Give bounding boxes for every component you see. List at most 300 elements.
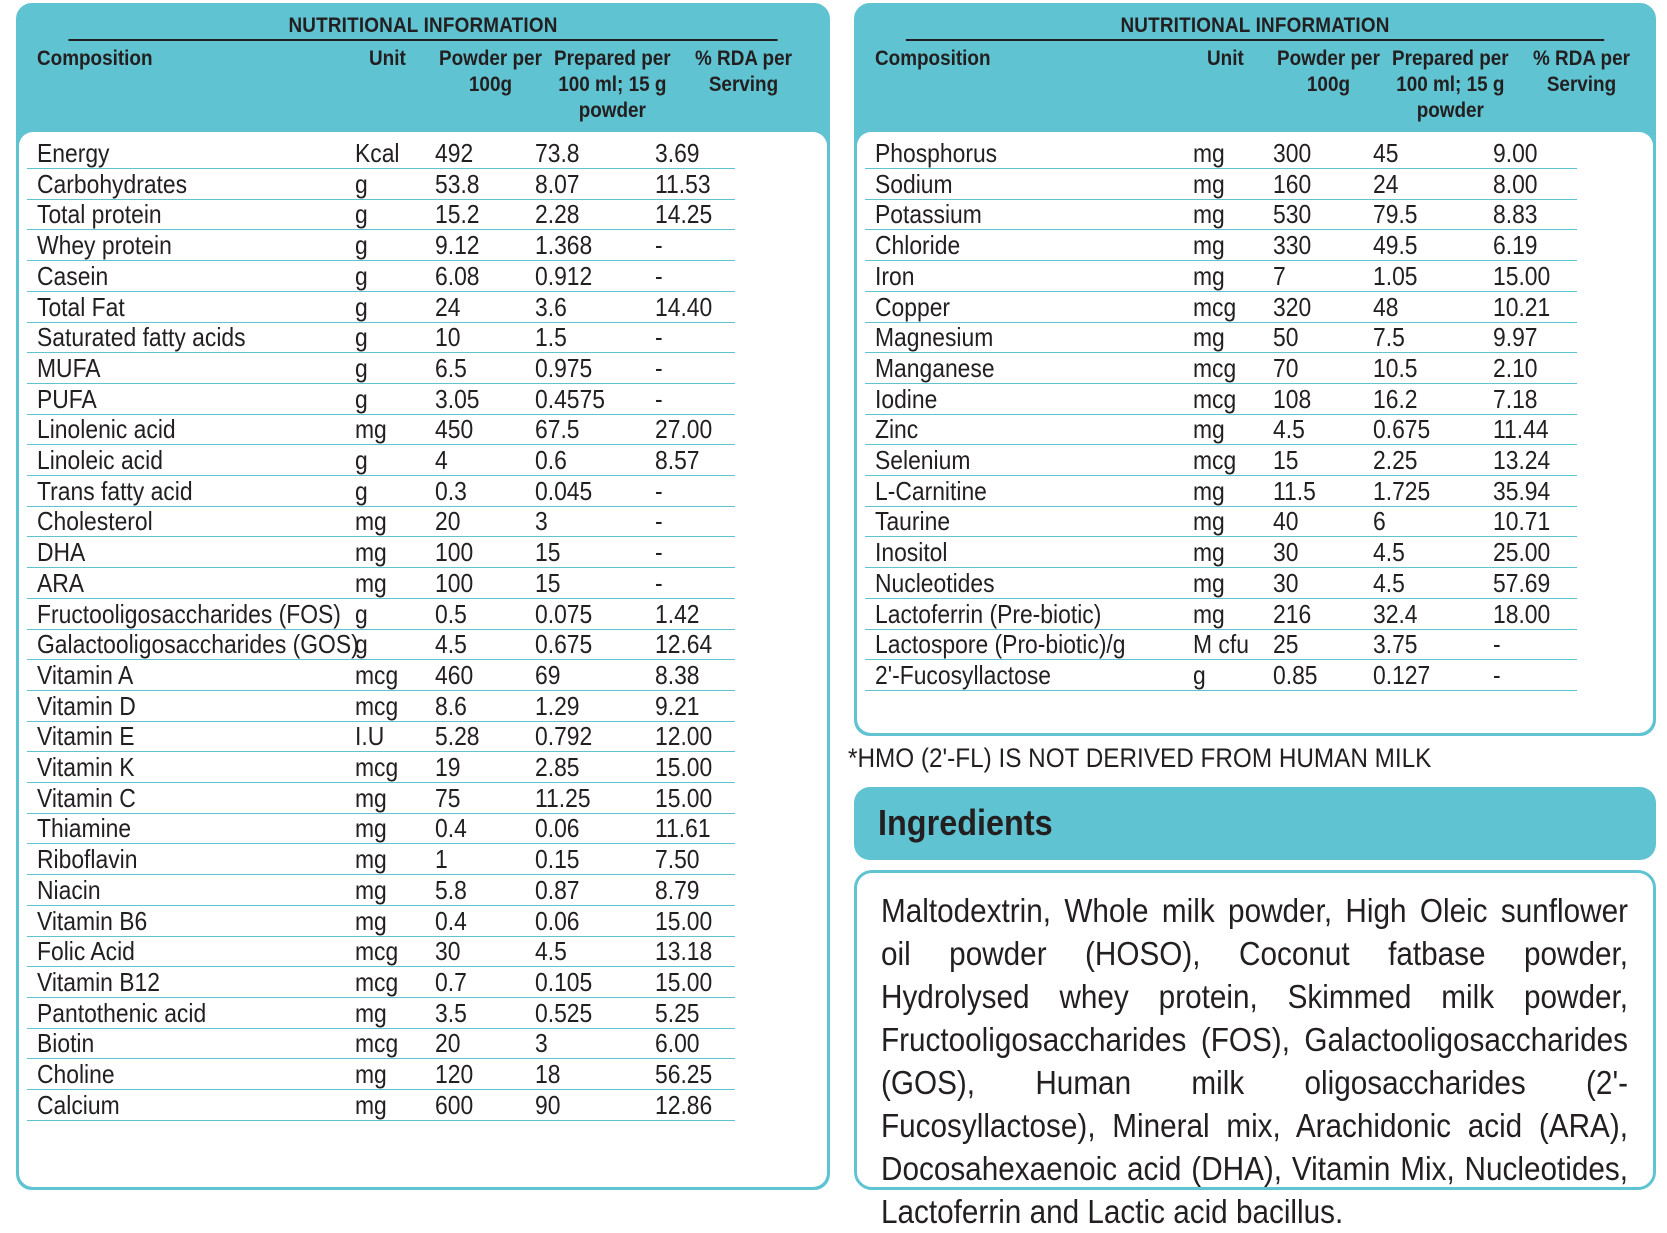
nutrient-name: Cholesterol [37, 506, 153, 537]
powder-per-100g: 4.5 [1273, 414, 1305, 445]
prepared-per-100ml: 1.5 [535, 322, 567, 353]
nutrient-unit: g [355, 230, 368, 261]
nutrient-name: Riboflavin [37, 844, 138, 875]
rda-per-serving: - [655, 383, 663, 414]
powder-per-100g: 100 [435, 537, 474, 568]
nutrient-unit: mg [355, 567, 387, 598]
table-row [27, 504, 735, 537]
powder-per-100g: 0.3 [435, 475, 467, 506]
powder-per-100g: 30 [1273, 537, 1299, 568]
powder-per-100g: 108 [1273, 383, 1312, 414]
nutrient-name: Copper [875, 291, 951, 322]
powder-per-100g: 6.08 [435, 260, 480, 291]
rda-per-serving: 5.25 [655, 997, 700, 1028]
rda-per-serving: - [655, 352, 663, 383]
nutrient-name: Inositol [875, 537, 948, 568]
nutrient-unit: mg [1193, 168, 1225, 199]
nutrient-unit: mg [355, 537, 387, 568]
prepared-per-100ml: 10.5 [1373, 352, 1418, 383]
table-row [27, 167, 735, 200]
table-row [27, 597, 735, 630]
prepared-per-100ml: 0.06 [535, 905, 580, 936]
powder-per-100g: 0.4 [435, 905, 467, 936]
nutrient-name: Chloride [875, 230, 961, 261]
header-unit: Unit [1207, 47, 1244, 70]
nutrient-unit: mcg [1193, 445, 1237, 475]
powder-per-100g: 75 [435, 782, 461, 813]
powder-per-100g: 1 [435, 844, 448, 875]
rda-per-serving: 15.00 [1493, 260, 1551, 291]
powder-per-100g: 0.85 [1273, 659, 1318, 690]
rda-per-serving: 27.00 [655, 414, 713, 445]
rda-per-serving: 10.21 [1493, 291, 1551, 322]
rda-per-serving: 11.53 [655, 168, 711, 199]
nutrient-name: Biotin [37, 1028, 95, 1059]
prepared-per-100ml: 0.975 [535, 352, 593, 383]
ingredients-header [854, 787, 1656, 860]
table-row [27, 781, 735, 814]
nutrition-table-left [16, 3, 830, 1190]
nutrition-table-right [854, 3, 1656, 736]
rda-per-serving: 9.00 [1493, 138, 1538, 168]
prepared-per-100ml: 3.75 [1373, 629, 1418, 660]
rda-per-serving: - [655, 230, 663, 261]
nutrient-name: MUFA [37, 352, 101, 383]
powder-per-100g: 24 [435, 291, 461, 322]
powder-per-100g: 0.5 [435, 598, 467, 629]
prepared-per-100ml: 1.29 [535, 690, 580, 721]
table-row [27, 228, 735, 261]
rda-per-serving: - [1493, 629, 1501, 660]
nutrient-name: Vitamin K [37, 752, 135, 782]
rda-per-serving: - [655, 475, 663, 506]
prepared-per-100ml: 90 [535, 1089, 561, 1120]
powder-per-100g: 8.6 [435, 690, 467, 721]
powder-per-100g: 460 [435, 659, 474, 690]
nutrient-name: PUFA [37, 383, 97, 414]
header-prepared: Prepared per 100 ml; 15 g powder [554, 47, 671, 122]
rda-per-serving: 18.00 [1493, 598, 1551, 629]
prepared-per-100ml: 0.912 [535, 260, 593, 291]
prepared-per-100ml: 2.85 [535, 752, 580, 782]
nutrient-name: ARA [37, 567, 85, 598]
nutrient-unit: mg [355, 997, 387, 1028]
nutrient-unit: M cfu [1193, 629, 1249, 660]
nutrient-name: Folic Acid [37, 936, 135, 967]
rda-per-serving: 14.40 [655, 291, 713, 322]
table-row [27, 1026, 735, 1059]
rda-per-serving: 57.69 [1493, 567, 1551, 598]
prepared-per-100ml: 6 [1373, 506, 1386, 537]
table-header [19, 6, 827, 132]
rda-per-serving: - [1493, 659, 1501, 690]
header-powder: Powder per 100g [439, 47, 542, 96]
nutrient-unit: mg [355, 414, 387, 445]
prepared-per-100ml: 0.6 [535, 445, 567, 475]
table-row [27, 320, 735, 353]
nutrient-name: Whey protein [37, 230, 172, 261]
powder-per-100g: 53.8 [435, 168, 480, 199]
prepared-per-100ml: 0.675 [1373, 414, 1431, 445]
table-row [27, 750, 735, 783]
nutrient-unit: mg [355, 506, 387, 537]
rda-per-serving: - [655, 322, 663, 353]
nutrient-unit: g [355, 352, 368, 383]
rda-per-serving: 9.97 [1493, 322, 1538, 353]
table-row [27, 934, 735, 967]
table-row [865, 627, 1577, 660]
nutrient-unit: mg [1193, 506, 1225, 537]
nutrient-unit: mg [355, 1059, 387, 1089]
prepared-per-100ml: 1.368 [535, 230, 593, 261]
nutrient-name: Pantothenic acid [37, 997, 207, 1028]
rda-per-serving: 56.25 [655, 1059, 713, 1089]
nutrient-name: Trans fatty acid [37, 475, 193, 506]
header-composition: Composition [37, 47, 153, 70]
prepared-per-100ml: 16.2 [1373, 383, 1418, 414]
prepared-per-100ml: 4.5 [1373, 537, 1405, 568]
nutrient-unit: mcg [355, 966, 399, 997]
nutrient-name: L-Carnitine [875, 475, 987, 506]
table-title: NUTRITIONAL INFORMATION [906, 14, 1604, 41]
powder-per-100g: 216 [1273, 598, 1312, 629]
nutrient-unit: mcg [355, 936, 399, 967]
nutrient-name: Iodine [875, 383, 938, 414]
powder-per-100g: 20 [435, 1028, 461, 1059]
header-powder: Powder per 100g [1277, 47, 1380, 96]
nutrient-unit: mg [355, 813, 387, 844]
nutrient-unit: mcg [355, 1028, 399, 1059]
powder-per-100g: 0.7 [435, 966, 467, 997]
nutrient-name: Total protein [37, 199, 162, 230]
rda-per-serving: 6.00 [655, 1028, 700, 1059]
nutrient-unit: g [355, 383, 368, 414]
table-body [19, 132, 827, 1187]
rda-per-serving: 8.57 [655, 445, 700, 475]
powder-per-100g: 492 [435, 138, 474, 168]
rda-per-serving: 13.24 [1493, 445, 1551, 475]
nutrient-name: Calcium [37, 1089, 120, 1120]
rda-per-serving: 15.00 [655, 782, 713, 813]
powder-per-100g: 6.5 [435, 352, 467, 383]
nutrient-unit: g [355, 322, 368, 353]
powder-per-100g: 4.5 [435, 629, 467, 660]
nutrient-unit: g [355, 260, 368, 291]
nutrient-unit: mg [355, 1089, 387, 1120]
powder-per-100g: 300 [1273, 138, 1312, 168]
nutrient-name: Iron [875, 260, 915, 291]
prepared-per-100ml: 8.07 [535, 168, 580, 199]
prepared-per-100ml: 79.5 [1373, 199, 1418, 230]
nutrient-name: Vitamin E [37, 721, 135, 752]
header-prepared: Prepared per 100 ml; 15 g powder [1392, 47, 1509, 122]
nutrient-unit: mg [355, 874, 387, 905]
table-row [865, 474, 1577, 507]
nutrient-name: Energy [37, 138, 110, 168]
rda-per-serving: 15.00 [655, 905, 713, 936]
table-row [27, 290, 735, 323]
rda-per-serving: 12.00 [655, 721, 713, 752]
prepared-per-100ml: 15 [535, 537, 561, 568]
header-unit: Unit [369, 47, 406, 70]
table-row [865, 658, 1577, 691]
powder-per-100g: 160 [1273, 168, 1312, 199]
nutrient-unit: mcg [355, 752, 399, 782]
rda-per-serving: 15.00 [655, 752, 713, 782]
nutrient-unit: mg [1193, 567, 1225, 598]
nutrient-name: Lactospore (Pro-biotic)/g [875, 629, 1126, 660]
prepared-per-100ml: 0.87 [535, 874, 580, 905]
table-row [27, 1057, 735, 1090]
prepared-per-100ml: 0.075 [535, 598, 593, 629]
nutrient-name: Zinc [875, 414, 919, 445]
prepared-per-100ml: 0.127 [1373, 659, 1431, 690]
nutrient-name: Fructooligosaccharides (FOS) [37, 598, 341, 629]
table-row [27, 474, 735, 507]
prepared-per-100ml: 0.15 [535, 844, 580, 875]
nutrient-unit: mcg [1193, 352, 1237, 383]
powder-per-100g: 9.12 [435, 230, 480, 261]
table-row [27, 1088, 735, 1121]
table-row [27, 842, 735, 875]
ingredients-text: Maltodextrin, Whole milk powder, High Oleic sunflower oil powder (HOSO), Coconut fatbase powder, Hydrolysed whey protein, Skimmed milk powder, Fructooligosaccharides (FOS), Galactooligosaccharides (GOS), Human milk oligosaccharides (2'-Fucosyllactose), Mineral mix, Arachidonic acid (ARA), Docosahexaenoic acid (DHA), Vitamin Mix, Nucleotides, Lactoferrin and Lactic acid bacillus. [881, 892, 1628, 1230]
table-row [865, 566, 1577, 599]
nutrient-name: Vitamin A [37, 659, 134, 690]
nutrient-name: Taurine [875, 506, 951, 537]
nutrient-name: Total Fat [37, 291, 125, 322]
nutrient-unit: g [355, 199, 368, 230]
prepared-per-100ml: 0.792 [535, 721, 593, 752]
rda-per-serving: - [655, 567, 663, 598]
nutrient-name: Saturated fatty acids [37, 322, 246, 353]
prepared-per-100ml: 73.8 [535, 138, 580, 168]
nutrient-name: Selenium [875, 445, 971, 475]
table-row [27, 658, 735, 691]
nutrient-name: DHA [37, 537, 86, 568]
nutrient-name: Magnesium [875, 322, 994, 353]
rda-per-serving: 25.00 [1493, 537, 1551, 568]
ingredients-title: Ingredients [878, 802, 1053, 843]
table-row [865, 535, 1577, 568]
table-row [27, 873, 735, 906]
powder-per-100g: 19 [435, 752, 461, 782]
table-row [27, 904, 735, 937]
prepared-per-100ml: 1.725 [1373, 475, 1431, 506]
powder-per-100g: 330 [1273, 230, 1312, 261]
table-row [865, 197, 1577, 230]
prepared-per-100ml: 11.25 [535, 782, 591, 813]
prepared-per-100ml: 67.5 [535, 414, 580, 445]
powder-per-100g: 15.2 [435, 199, 480, 230]
rda-per-serving: 9.21 [655, 690, 700, 721]
powder-per-100g: 0.4 [435, 813, 467, 844]
rda-per-serving: 8.00 [1493, 168, 1538, 199]
table-row [865, 597, 1577, 630]
ingredients-box [854, 870, 1656, 1230]
nutrient-unit: g [1193, 659, 1206, 690]
nutrient-name: Vitamin C [37, 782, 136, 813]
rda-per-serving: - [655, 260, 663, 291]
prepared-per-100ml: 0.4575 [535, 383, 605, 414]
nutrient-name: Vitamin B6 [37, 905, 148, 936]
rda-per-serving: - [655, 537, 663, 568]
prepared-per-100ml: 2.25 [1373, 445, 1418, 475]
nutrient-unit: g [355, 629, 368, 660]
table-row [865, 443, 1577, 476]
prepared-per-100ml: 0.045 [535, 475, 593, 506]
powder-per-100g: 3.05 [435, 383, 480, 414]
rda-per-serving: 7.50 [655, 844, 700, 875]
rda-per-serving: 11.61 [655, 813, 711, 844]
table-row [27, 689, 735, 722]
rda-per-serving: 8.79 [655, 874, 700, 905]
rda-per-serving: 10.71 [1493, 506, 1551, 537]
nutrient-unit: g [355, 598, 368, 629]
rda-per-serving: 13.18 [655, 936, 713, 967]
rda-per-serving: 8.38 [655, 659, 700, 690]
prepared-per-100ml: 24 [1373, 168, 1399, 199]
powder-per-100g: 120 [435, 1059, 474, 1089]
prepared-per-100ml: 18 [535, 1059, 561, 1089]
nutrient-unit: mcg [1193, 291, 1237, 322]
rda-per-serving: 12.64 [655, 629, 713, 660]
nutrient-name: Linolenic acid [37, 414, 176, 445]
rda-per-serving: - [655, 506, 663, 537]
powder-per-100g: 100 [435, 567, 474, 598]
powder-per-100g: 40 [1273, 506, 1299, 537]
nutrient-name: Manganese [875, 352, 995, 383]
nutrient-name: 2'-Fucosyllactose [875, 659, 1052, 690]
rda-per-serving: 7.18 [1493, 383, 1538, 414]
table-header [857, 6, 1653, 132]
nutrient-name: Phosphorus [875, 138, 998, 168]
table-row [27, 351, 735, 384]
prepared-per-100ml: 4.5 [535, 936, 567, 967]
prepared-per-100ml: 49.5 [1373, 230, 1418, 261]
table-row [27, 996, 735, 1029]
table-row [27, 627, 735, 660]
powder-per-100g: 30 [435, 936, 461, 967]
powder-per-100g: 600 [435, 1089, 474, 1120]
powder-per-100g: 20 [435, 506, 461, 537]
powder-per-100g: 70 [1273, 352, 1299, 383]
table-row [27, 535, 735, 568]
nutrient-name: Vitamin D [37, 690, 136, 721]
nutrient-unit: g [355, 475, 368, 506]
rda-per-serving: 1.42 [655, 598, 700, 629]
nutrient-name: Carbohydrates [37, 168, 188, 199]
rda-per-serving: 3.69 [655, 138, 700, 168]
powder-per-100g: 530 [1273, 199, 1312, 230]
powder-per-100g: 10 [435, 322, 461, 353]
prepared-per-100ml: 0.06 [535, 813, 580, 844]
prepared-per-100ml: 0.675 [535, 629, 593, 660]
powder-per-100g: 4 [435, 445, 448, 475]
table-row [27, 443, 735, 476]
nutrient-name: Thiamine [37, 813, 132, 844]
powder-per-100g: 50 [1273, 322, 1299, 353]
table-row [27, 412, 735, 445]
nutrient-unit: mcg [355, 659, 399, 690]
table-row [27, 197, 735, 230]
prepared-per-100ml: 3 [535, 1028, 548, 1059]
table-row [865, 167, 1577, 200]
nutrient-unit: mg [1193, 475, 1225, 506]
nutrient-unit: mg [1193, 260, 1225, 291]
nutrient-name: Linoleic acid [37, 445, 163, 475]
prepared-per-100ml: 32.4 [1373, 598, 1418, 629]
nutrient-unit: mcg [1193, 383, 1237, 414]
prepared-per-100ml: 2.28 [535, 199, 580, 230]
prepared-per-100ml: 4.5 [1373, 567, 1405, 598]
table-row [865, 382, 1577, 415]
table-row [27, 136, 735, 169]
table-row [865, 351, 1577, 384]
prepared-per-100ml: 1.05 [1373, 260, 1418, 291]
hmo-footnote: *HMO (2'-FL) IS NOT DERIVED FROM HUMAN MILK [848, 743, 1432, 773]
rda-per-serving: 15.00 [655, 966, 713, 997]
table-row [27, 382, 735, 415]
nutrient-name: Choline [37, 1059, 115, 1089]
rda-per-serving: 2.10 [1493, 352, 1538, 383]
powder-per-100g: 11.5 [1273, 475, 1316, 506]
rda-per-serving: 8.83 [1493, 199, 1538, 230]
nutrient-unit: mcg [355, 690, 399, 721]
table-body [857, 132, 1653, 733]
prepared-per-100ml: 0.105 [535, 966, 593, 997]
table-row [865, 136, 1577, 169]
table-row [27, 719, 735, 752]
header-rda: % RDA per Serving [1533, 47, 1630, 96]
powder-per-100g: 7 [1273, 260, 1286, 291]
table-row [865, 412, 1577, 445]
table-row [865, 228, 1577, 261]
prepared-per-100ml: 0.525 [535, 997, 593, 1028]
nutrient-unit: mg [1193, 138, 1225, 168]
prepared-per-100ml: 48 [1373, 291, 1399, 322]
table-row [865, 259, 1577, 292]
nutrient-unit: g [355, 168, 368, 199]
table-row [27, 566, 735, 599]
nutrient-name: Lactoferrin (Pre-biotic) [875, 598, 1102, 629]
powder-per-100g: 3.5 [435, 997, 467, 1028]
table-row [865, 290, 1577, 323]
prepared-per-100ml: 3.6 [535, 291, 567, 322]
nutrient-unit: I.U [355, 721, 385, 752]
powder-per-100g: 30 [1273, 567, 1299, 598]
table-row [27, 259, 735, 292]
rda-per-serving: 35.94 [1493, 475, 1551, 506]
nutrient-name: Vitamin B12 [37, 966, 160, 997]
table-title: NUTRITIONAL INFORMATION [68, 14, 777, 41]
nutrient-name: Sodium [875, 168, 953, 199]
prepared-per-100ml: 45 [1373, 138, 1399, 168]
nutrient-name: Potassium [875, 199, 982, 230]
nutrient-name: Nucleotides [875, 567, 995, 598]
table-row [865, 320, 1577, 353]
nutrient-name: Galactooligosaccharides (GOS) [37, 629, 359, 660]
nutrient-unit: g [355, 291, 368, 322]
rda-per-serving: 6.19 [1493, 230, 1538, 261]
nutrient-unit: mg [355, 782, 387, 813]
nutrient-unit: mg [1193, 322, 1225, 353]
nutrient-name: Niacin [37, 874, 101, 905]
nutrient-unit: mg [1193, 230, 1225, 261]
nutrient-unit: mg [355, 905, 387, 936]
nutrient-unit: mg [355, 844, 387, 875]
table-row [27, 811, 735, 844]
powder-per-100g: 320 [1273, 291, 1312, 322]
